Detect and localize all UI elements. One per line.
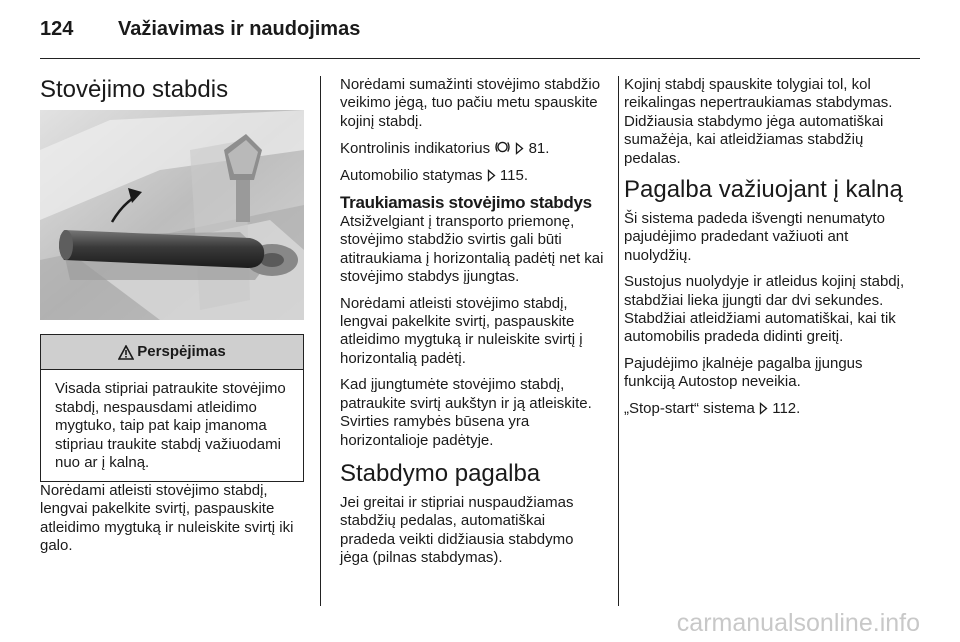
parking-brake-photo [40,110,304,320]
retract-paragraph: Atsižvelgiant į transporto priemonę, stovėjimo stabdžio svirtis gali būti atitraukiama į horizontalią padėtį net kai stovėjimo stabdys įjungtas. [340,213,604,286]
stop-start-page-ref: 112. [772,399,801,417]
autostop-paragraph: Pajudėjimo įkalnėje pagalba įjungus funkciją Autostop neveikia. [624,354,863,391]
warning-box [40,334,304,482]
indicator-reference [340,139,604,158]
warning-header [41,335,303,370]
page-header [40,18,360,41]
warning-title: Perspėjimas [137,342,226,360]
indicator-page-ref: 81. [528,140,550,158]
release2-paragraph: Norėdami atleisti stovėjimo stabdį, lengvai pakelkite svirtį, paspauskite atleidimo mygtuką ir nuleiskite svirtį į horizontalią padėtį. [340,294,583,367]
stop-paragraph: Sustojus nuolydyje ir atleidus kojinį stabdį, stabdžiai lieka įjungti dar dvi sekundes. Stabdžiai atleidžiami automatiškai, kai tik automobilis pradeda didinti greitį. [624,273,905,346]
section-heading-parking-brake: Stovėjimo stabdis [40,76,229,103]
brake-indicator-icon [494,139,511,155]
page-reference-arrow-icon [487,169,496,182]
column-2 [340,76,604,576]
brake-assist-paragraph: Jei greitai ir stipriai nuspaudžiamas stabdžių pedalas, automatiškai pradeda veikti didžiausia stabdymo jėga (pilnas stabdymas). [340,493,574,567]
page-number: 124 [40,18,74,40]
column-divider-2 [618,76,619,606]
column-3 [624,76,916,426]
pedal-paragraph: Kojinį stabdį spauskite tolygiai tol, kol reikalingas nepertraukiamas stabdymas. Didžiausia stabdymo jėga automatiškai sumažėja, kai atleidžiamas stabdžių pedalas. [624,76,893,167]
column-1 [40,76,306,564]
chapter-title: Važiavimas ir naudojimas [118,18,361,40]
section-heading-hill-start-assist: Pagalba važiuojant į kalną [624,176,903,204]
system-paragraph: Ši sistema padeda išvengti nenumatyto pajudėjimo pradedant važiuoti ant nuolydžių. [624,210,885,264]
parking-reference [340,167,604,185]
release-paragraph: Norėdami atleisti stovėjimo stabdį, lengvai pakelkite svirtį, paspauskite atleidimo mygtuką ir nuleiskite svirtį iki galo. [40,481,294,555]
engage-paragraph: Kad įjungtumėte stovėjimo stabdį, patraukite svirtį aukštyn ir ją atleiskite. Svirties ramybės būsena yra horizontalioje padėtyje. [340,376,592,449]
parking-page-ref: 115. [499,166,528,184]
reduce-force-paragraph: Norėdami sumažinti stovėjimo stabdžio veikimo jėgą, tuo pačiu metu spauskite kojinį stabdį. [340,76,601,130]
section-heading-brake-assist: Stabdymo pagalba [340,459,541,487]
warning-text: Visada stipriai patraukite stovėjimo stabdį, nespausdami atleidimo mygtuko, taip pat kaip įmanoma stipriau traukite stabdį važiuodami nuo ar į kalną. [55,380,286,472]
column-divider-1 [320,76,321,606]
warning-triangle-icon [118,345,134,360]
parking-label: Automobilio statymas [340,166,483,184]
stop-start-reference [624,400,916,418]
subheading-retractable-brake: Traukiamasis stovėjimo stabdys [340,193,592,213]
header-rule [40,58,920,59]
watermark: carmanualsonline.info [676,609,920,637]
page-reference-arrow-icon [515,142,524,155]
page-reference-arrow-icon [759,402,768,415]
indicator-label: Kontrolinis indikatorius [340,140,491,158]
stop-start-label: „Stop-start“ sistema [624,399,755,417]
